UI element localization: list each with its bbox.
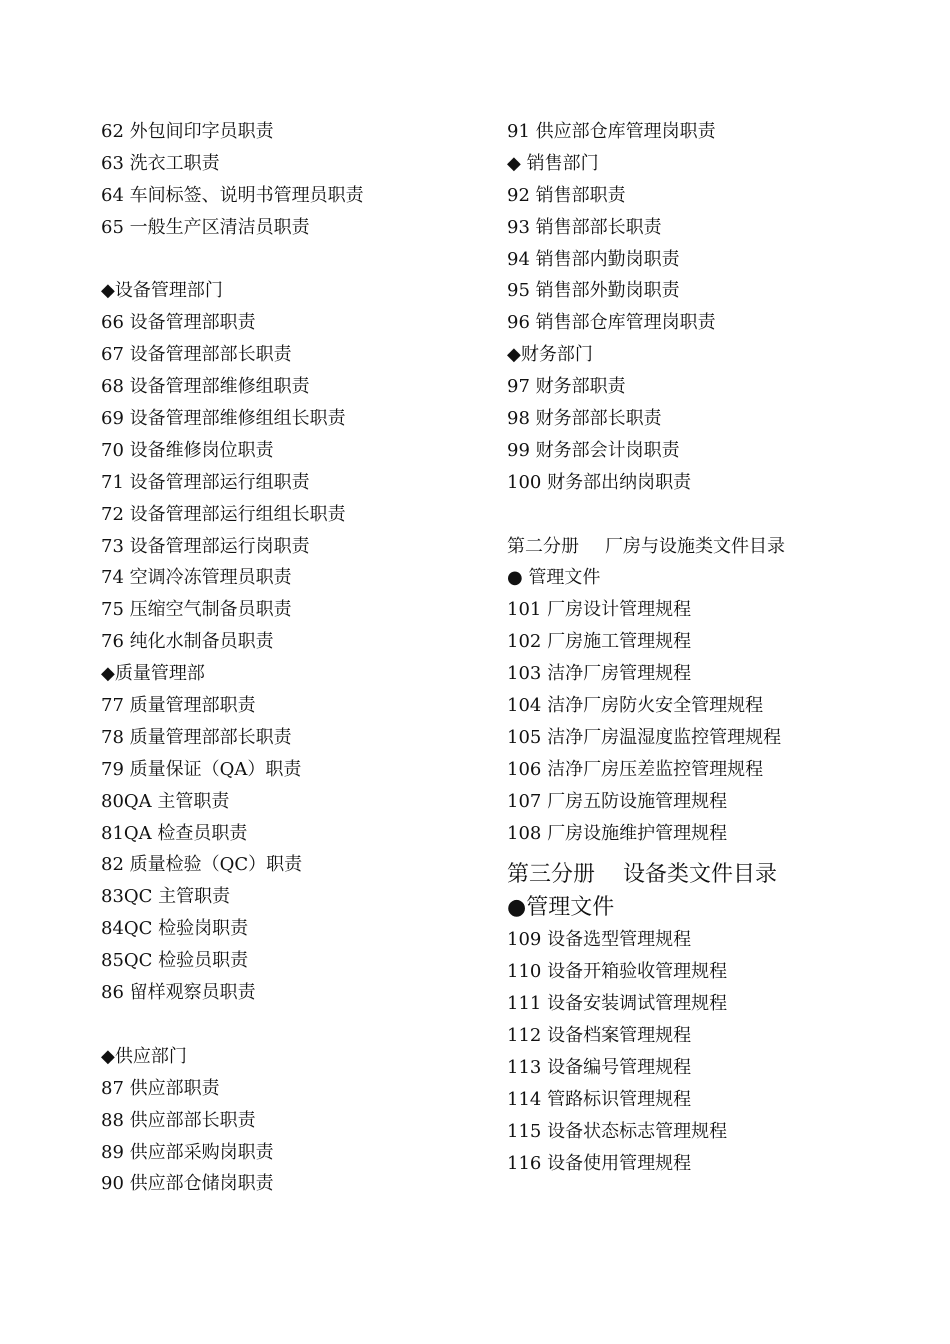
list-item: 95 销售部外勤岗职责: [507, 280, 680, 302]
list-item: 71 设备管理部运行组职责: [101, 471, 310, 493]
blank-line: [507, 499, 907, 531]
list-item: 105 洁净厂房温湿度监控管理规程: [507, 726, 782, 748]
list-item: 86 留样观察员职责: [101, 982, 256, 1004]
list-item: 67 设备管理部部长职责: [101, 344, 292, 366]
list-item: 88 供应部部长职责: [101, 1109, 256, 1131]
list-item: 114 管路标识管理规程: [507, 1088, 692, 1110]
list-item: 70 设备维修岗位职责: [101, 439, 274, 461]
list-item: 110 设备开箱验收管理规程: [507, 961, 728, 983]
left-column: [101, 116, 481, 1200]
section-heading: ◆供应部门: [101, 1045, 187, 1067]
list-item: 62 外包间印字员职责: [101, 121, 274, 142]
list-item: 93 销售部部长职责: [507, 216, 662, 238]
right-column-list: [507, 116, 907, 531]
list-item: 77 质量管理部职责: [101, 695, 256, 717]
section3-list: [507, 924, 907, 1179]
section-heading: ◆设备管理部门: [101, 280, 223, 302]
list-item: 101 厂房设计管理规程: [507, 599, 692, 621]
list-item: 111 设备安装调试管理规程: [507, 993, 728, 1015]
section-heading: ◆ 销售部门: [507, 152, 599, 174]
list-item: 65 一般生产区清洁员职责: [101, 216, 310, 238]
list-item: 116 设备使用管理规程: [507, 1152, 692, 1174]
list-item: 66 设备管理部职责: [101, 312, 256, 334]
list-item: 78 质量管理部部长职责: [101, 726, 292, 748]
list-item: 99 财务部会计岗职责: [507, 439, 680, 461]
list-item: 72 设备管理部运行组组长职责: [101, 503, 346, 525]
list-item: 104 洁净厂房防火安全管理规程: [507, 695, 764, 717]
list-item: 100 财务部出纳岗职责: [507, 471, 692, 493]
section2-list: [507, 594, 907, 849]
list-item: 64 车间标签、说明书管理员职责: [101, 184, 364, 206]
list-item: 87 供应部职责: [101, 1077, 220, 1099]
list-item: 109 设备选型管理规程: [507, 929, 692, 951]
list-item: 90 供应部仓储岗职责: [101, 1173, 274, 1195]
right-column: [507, 116, 907, 1180]
section2-title-part1: 第二分册: [507, 535, 579, 557]
list-item: 80QA 主管职责: [101, 790, 230, 812]
list-item: 74 空调冷冻管理员职责: [101, 567, 292, 589]
list-item: 108 厂房设施维护管理规程: [507, 822, 728, 844]
list-item: 73 设备管理部运行岗职责: [101, 535, 310, 557]
section-heading: ◆质量管理部: [101, 663, 205, 685]
list-item: 115 设备状态标志管理规程: [507, 1120, 728, 1142]
section3-title: 第三分册 设备类文件目录: [507, 862, 777, 888]
list-item: 63 洗衣工职责: [101, 152, 220, 174]
list-item: 103 洁净厂房管理规程: [507, 663, 692, 685]
blank-line: [101, 244, 481, 276]
list-item: 113 设备编号管理规程: [507, 1057, 692, 1079]
list-item: 98 财务部部长职责: [507, 408, 662, 430]
list-item: 96 销售部仓库管理岗职责: [507, 312, 716, 334]
list-item: 81QA 检查员职责: [101, 822, 248, 844]
section-heading: ◆财务部门: [507, 344, 593, 366]
section2-title: [507, 531, 907, 563]
list-item: 106 洁净厂房压差监控管理规程: [507, 758, 764, 780]
list-item: 107 厂房五防设施管理规程: [507, 790, 728, 812]
list-item: 92 销售部职责: [507, 184, 626, 206]
list-item: 79 质量保证（QA）职责: [101, 758, 302, 780]
list-item: 89 供应部采购岗职责: [101, 1141, 274, 1163]
list-item: 69 设备管理部维修组组长职责: [101, 408, 346, 430]
section3-subheading: ●管理文件: [507, 895, 615, 921]
list-item: 82 质量检验（QC）职责: [101, 854, 303, 876]
list-item: 85QC 检验员职责: [101, 950, 249, 972]
list-item: 94 销售部内勤岗职责: [507, 248, 680, 270]
list-item: 76 纯化水制备员职责: [101, 631, 274, 653]
list-item: 91 供应部仓库管理岗职责: [507, 121, 716, 142]
section2-subheading: ● 管理文件: [507, 567, 601, 589]
blank-line: [101, 1009, 481, 1041]
list-item: 75 压缩空气制备员职责: [101, 599, 292, 621]
list-item: 83QC 主管职责: [101, 886, 231, 908]
section2-title-part2: 厂房与设施类文件目录: [605, 535, 785, 557]
list-item: 68 设备管理部维修组职责: [101, 376, 310, 398]
list-item: 97 财务部职责: [507, 376, 626, 398]
list-item: 84QC 检验岗职责: [101, 918, 249, 940]
list-item: 112 设备档案管理规程: [507, 1025, 692, 1047]
list-item: 102 厂房施工管理规程: [507, 631, 692, 653]
